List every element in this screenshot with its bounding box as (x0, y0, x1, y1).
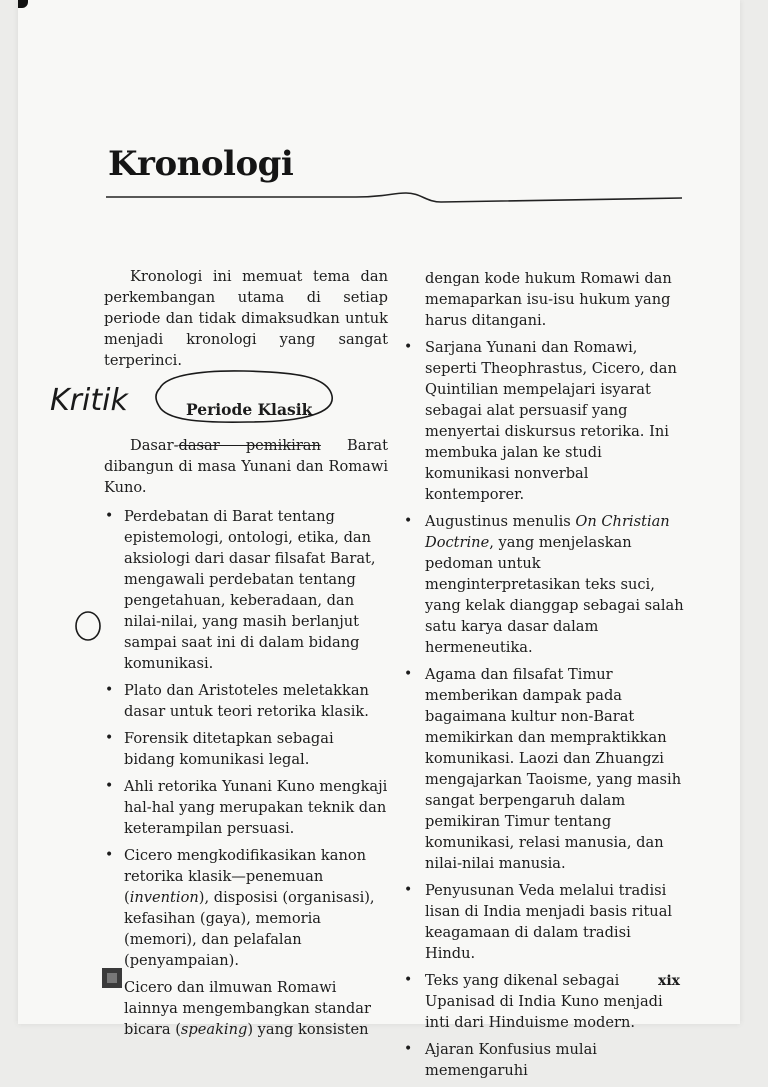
page-title: Kronologi (108, 144, 294, 184)
list-item (104, 728, 388, 770)
list-item (104, 506, 388, 674)
list-item (104, 776, 388, 839)
section-heading (104, 399, 388, 431)
continued-text: dengan kode hukum Romawi dan memaparkan isu-isu hukum yang harus ditangani. (425, 270, 672, 329)
handwritten-bullet-circle (66, 606, 106, 646)
handwritten-note: Kritik (50, 383, 128, 418)
list-item (104, 680, 388, 722)
list-item-text: Agama dan filsafat Timur memberikan dampak pada bagaimana kultur non-Barat memikirkan dan mempraktikkan komunikasi. Laozi dan Zhuangzi mengajarkan Taoisme, yang masih sangat berpengaruh dalam pemikiran Timur tentang komunikasi, relasi manusia, dan nilai-nilai manusia. (425, 666, 682, 872)
struck-text: dasar pemikiran (178, 437, 321, 454)
right-column (403, 268, 685, 1087)
list-item-text: Plato dan Aristoteles meletakkan dasar untuk teori retorika klasik. (124, 682, 369, 720)
list-item-text: Forensik ditetapkan sebagai bidang komunikasi legal. (124, 730, 334, 768)
italic-term: speaking (180, 1021, 248, 1038)
list-item (104, 845, 388, 971)
section-intro (104, 435, 388, 498)
list-item-text: , yang menjelaskan pedoman untuk menginterpretasikan teks suci, yang kelak dianggap sebagai salah satu karya dasar dalam hermeneutika. (425, 534, 684, 656)
page-number: xix (658, 973, 681, 989)
list-item (403, 337, 685, 505)
section-body-post: Barat dibangun di masa Yunani dan Romawi Kuno. (104, 437, 388, 496)
book-page (18, 0, 740, 1079)
left-column (104, 266, 388, 1046)
list-item-text: ) yang konsisten (247, 1021, 369, 1038)
list-item (104, 977, 388, 1040)
italic-term: invention (129, 889, 199, 906)
list-item-text: Ahli retorika Yunani Kuno mengkaji hal-hal yang merupakan teknik dan keterampilan persuasi. (124, 778, 388, 837)
italic-title: On Christian Doctrine (425, 513, 670, 551)
scan-artifact (18, 0, 28, 8)
list-item-text: Ajaran Konfusius mulai memengaruhi (425, 1041, 597, 1079)
list-item (403, 880, 685, 964)
left-bullet-list (104, 506, 388, 1040)
list-item-text: Augustinus menulis (425, 513, 576, 530)
list-item (403, 1039, 685, 1081)
list-item-text: Penyusunan Veda melalui tradisi lisan di India menjadi basis ritual keagamaan di dalam tradisi Hindu. (425, 882, 673, 962)
section-body-pre: Dasar- (130, 437, 179, 454)
footer-mark (102, 968, 122, 988)
list-item-text: Perdebatan di Barat tentang epistemologi, ontologi, etika, dan aksiologi dari dasar filsafat Barat, mengawali perdebatan tentang pengetahuan, keberadaan, dan nilai-nilai, yang masih berlanjut sampai saat ini di dalam bidang komunikasi. (124, 508, 376, 672)
title-divider (106, 188, 682, 212)
list-item-text: ), disposisi (organisasi), kefasihan (gaya), memoria (memori), dan pelafalan (penyampaian). (124, 889, 375, 969)
intro-paragraph: Kronologi ini memuat tema dan perkembangan utama di setiap periode dan tidak dimaksudkan untuk menjadi kronologi yang sangat terperinci. (104, 268, 388, 369)
list-item (403, 511, 685, 658)
list-item (403, 664, 685, 874)
list-item-text: Sarjana Yunani dan Romawi, seperti Theophrastus, Cicero, dan Quintilian mempelajari isyarat sebagai alat persuasif yang menyertai diskursus retorika. Ini membuka jalan ke studi komunikasi nonverbal kontemporer. (425, 339, 677, 503)
list-item-text: Cicero dan ilmuwan Romawi lainnya mengembangkan standar bicara ( (124, 979, 371, 1038)
section-title: Periode Klasik (186, 400, 313, 419)
list-item-text: Teks yang dikenal sebagai Upanisad di India Kuno menjadi inti dari Hinduisme modern. (425, 972, 663, 1031)
right-bullet-list (403, 337, 685, 1081)
list-item-text: Cicero mengkodifikasikan kanon retorika klasik—penemuan ( (124, 847, 367, 906)
